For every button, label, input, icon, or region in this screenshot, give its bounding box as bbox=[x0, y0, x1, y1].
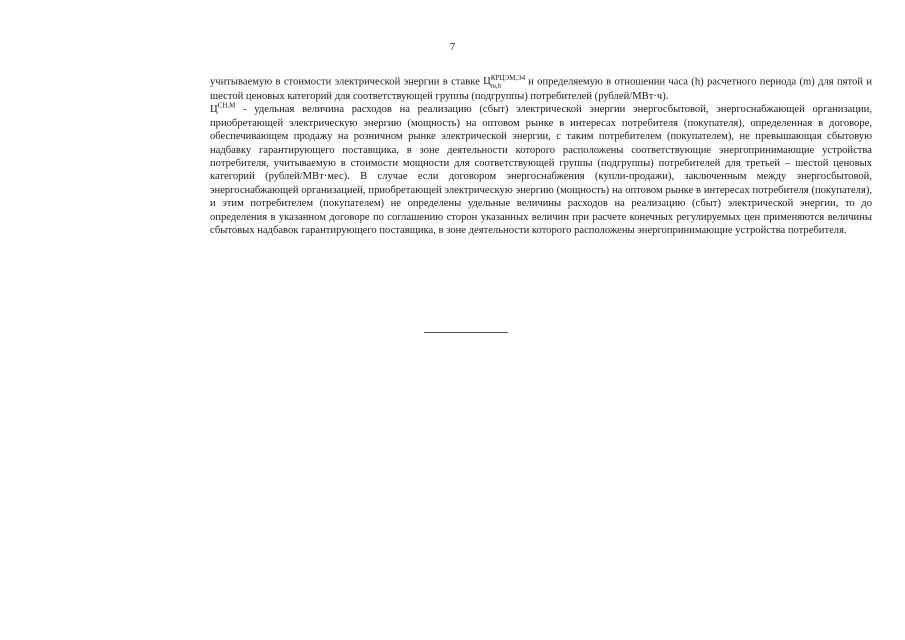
symbol-base: Ц bbox=[210, 104, 218, 116]
price-symbol-snm bbox=[210, 101, 236, 116]
paragraph-2-text: - удельная величина расходов на реализацию (сбыт) электрической энергии энергосбытовой, энергоснабжающей организации, приобретающей электрическую энергию (мощность) на оптовом рынке в интересах потребителя (покупателя), определенная в договоре, обеспечивающем продажу на розничном рынке электрической энергии, с таким потребителем (покупателем), не превышающая сбытовую надбавку гарантирующего поставщика, в зоне деятельности которого расположены соответствующие энергопринимающие устройства потребителя, учитываемую в стоимости мощности для соответствующей группы (подгруппы) потребителей для третьей – шестой ценовых категорий (рублей/МВт·мес). В случае если договором энергоснабжения (купли-продажи), заключенным между энергосбытовой, энергоснабжающей организацией, приобретающей электрическую энергию (мощность) на оптовом рынке в интересах потребителя (покупателя), и этим потребителем (покупателем) не определены удельные величины расходов на реализацию (сбыт) электрической энергии, то до определения в указанном договоре по соглашению сторон указанных величин при расчете конечных регулируемых цен применяются величины сбытовых надбавок гарантирующего поставщика, в зоне деятельности которого расположены энергопринимающие устройства потребителя. bbox=[210, 104, 872, 237]
end-separator-line bbox=[424, 332, 508, 333]
document-body bbox=[210, 74, 872, 237]
symbol-superscript: СН,М bbox=[217, 101, 236, 110]
paragraph-1-text-after: и определяемую в отношении часа (h) расчетного периода (m) для пятой и шестой ценовых категорий для соответствующей группы (подгруппы) потребителей (рублей/МВт·ч). bbox=[210, 76, 872, 102]
symbol-subscript: m,h bbox=[490, 82, 502, 90]
paragraph-2 bbox=[210, 103, 872, 237]
paragraph-1 bbox=[210, 74, 872, 103]
symbol-base: Ц bbox=[483, 76, 491, 88]
symbol-superscript: КРЦЭМ,Э4 bbox=[490, 74, 526, 82]
price-symbol-krcem bbox=[483, 74, 528, 90]
paragraph-1-text-before: учитываемую в стоимости электрической энергии в ставке bbox=[210, 76, 484, 88]
page-number: 7 bbox=[449, 41, 456, 53]
